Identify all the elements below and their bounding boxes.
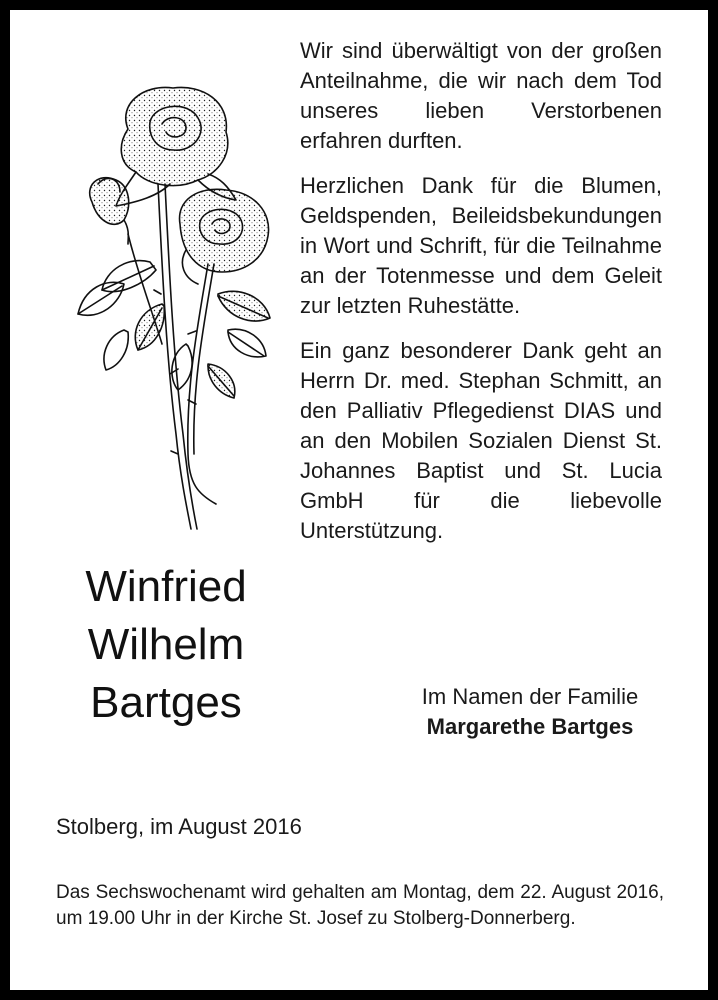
thanks-paragraph: Wir sind überwältigt von der großen Anteilnahme, die wir nach dem Tod unseres lieben Verstorbenen erfahren durften. [300,38,662,153]
thanks-paragraph: Ein ganz besonderer Dank geht an Herrn Dr. med. Stephan Schmitt, an den Palliativ Pflegedienst DIAS und an den Mobilen Sozialen Dienst St. Johannes Baptist und St. Lucia GmbH für die liebevolle Unterstützung. [300,338,662,543]
signature-intro: Im Namen der Familie [421,684,639,709]
rose-illustration-icon [58,74,288,534]
last-name: Bartges [90,678,242,727]
family-signature [390,682,670,742]
deceased-name [46,558,286,732]
thank-you-text [300,36,662,561]
middle-name: Wilhelm [87,620,245,669]
obituary-card [10,10,708,990]
place-date: Stolberg, im August 2016 [56,814,302,839]
first-name: Winfried [85,562,247,611]
thanks-paragraph: Herzlichen Dank für die Blumen, Geldspenden, Beileidsbekundungen in Wort und Schrift, für die Teilnahme an der Totenmesse und dem Geleit zur letzten Ruhestätte. [300,173,662,318]
signature-name: Margarethe Bartges [426,714,634,739]
service-notice: Das Sechswochenamt wird gehalten am Montag, dem 22. August 2016, um 19.00 Uhr in der Kirche St. Josef zu Stolberg-Donnerberg. [56,882,664,929]
